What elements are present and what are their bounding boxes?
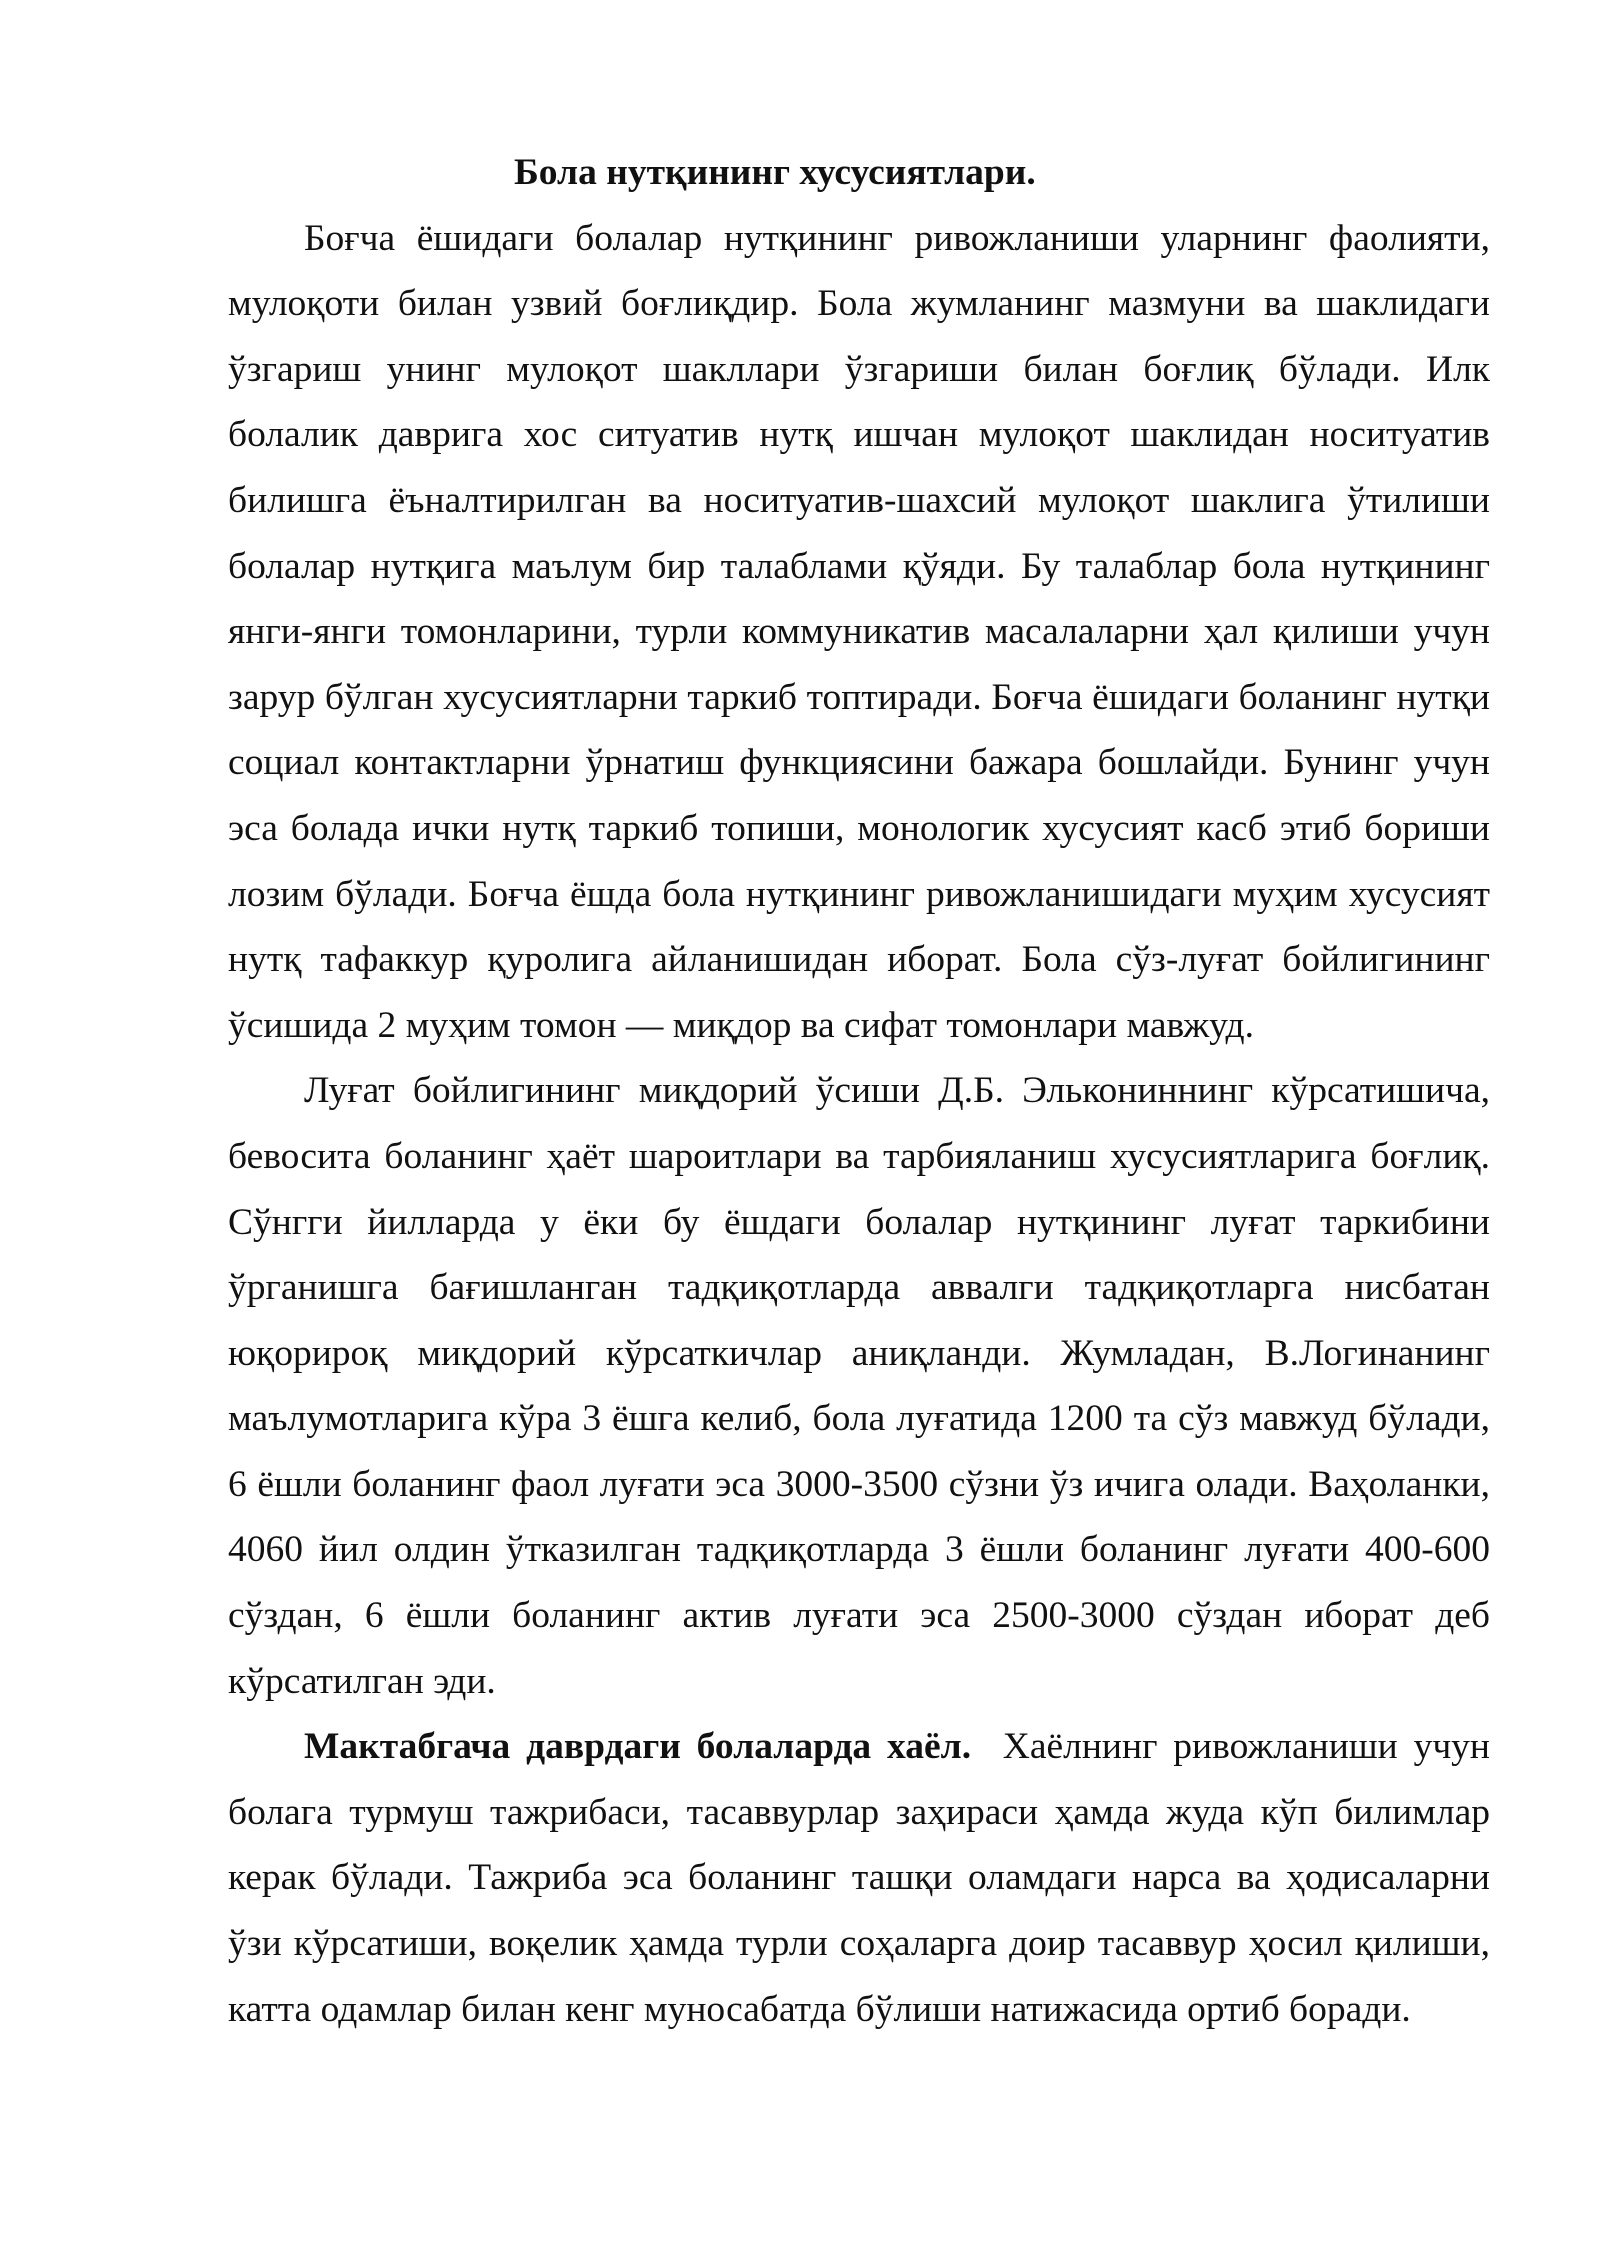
paragraph-2: Луғат бойлигининг миқдорий ўсиши Д.Б. Элькониннинг кўрсатишича, бевосита боланинг ҳаёт шароитлари ва тарбияланиш хусусиятларига боғлиқ. Сўнгги йилларда у ёки бу ёшдаги болалар нутқининг луғат таркибини ўрганишга бағишланган тадқиқотларда аввалги тадқиқотларга нисбатан юқорироқ миқдорий кўрсаткичлар аниқланди. Жумладан, В.Логинанинг маълумотларига кўра 3 ёшга келиб, бола луғатида 1200 та сўз мавжуд бўлади, 6 ёшли боланинг фаол луғати эса 3000-3500 сўзни ўз ичига олади. Ваҳоланки, 4060 йил олдин ўтказилган тадқиқотларда 3 ёшли боланинг луғати 400-600 сўздан, 6 ёшли боланинг актив луғати эса 2500-3000 сўздан иборат деб кўрсатилган эди. xyxy=(228,1070,1490,1702)
paragraph-3-heading: Мактабгача даврдаги болаларда хаёл. xyxy=(304,1726,972,1768)
paragraph-1: Боғча ёшидаги болалар нутқининг ривожланиши уларнинг фаолияти, мулоқоти билан узвий боғлиқдир. Бола жумланинг мазмуни ва шаклидаги ўзгариш унинг мулоқот шакллари ўзгариши билан боғлиқ бўлади. Илк болалик даврига хос ситуатив нутқ ишчан мулоқот шаклидан носитуатив билишга ёъналтирилган ва носитуатив-шахсий мулоқот шаклига ўтилиши болалар нутқига маълум бир талаблами қўяди. Бу талаблар бола нутқининг янги-янги томонларини, турли коммуникатив масалаларни ҳал қилиши учун зарур бўлган хусусиятларни таркиб топтиради. Боғча ёшидаги боланинг нутқи социал контактларни ўрнатиш функциясини бажара бошлайди. Бунинг учун эса болада ички нутқ таркиб топиши, монологик хусусият касб этиб бориши лозим бўлади. Боғча ёшда бола нутқининг ривожланишидаги муҳим хусусият нутқ тафаккур қуролига айланишидан иборат. Бола сўз-луғат бойлигининг ўсишида 2 муҳим томон — миқдор ва сифат томонлари мавжуд. xyxy=(228,217,1490,1046)
document-title: Бола нутқининг хусусиятлари. xyxy=(514,152,1036,193)
paragraph-3-text: Хаёлнинг ривожланиши учун болага турмуш тажрибаси, тасаввурлар заҳираси ҳамда жуда кўп билимлар керак бўлади. Тажриба эса боланинг ташқи оламдаги нарса ва ҳодисаларни ўзи кўрсатиши, воқелик ҳамда турли соҳаларга доир тасаввур ҳосил қилиши, катта одамлар билан кенг муносабатда бўлиши натижасида ортиб боради. xyxy=(228,1726,1490,2030)
paragraph-3 xyxy=(228,1714,1490,2042)
document-page xyxy=(228,140,1490,2042)
